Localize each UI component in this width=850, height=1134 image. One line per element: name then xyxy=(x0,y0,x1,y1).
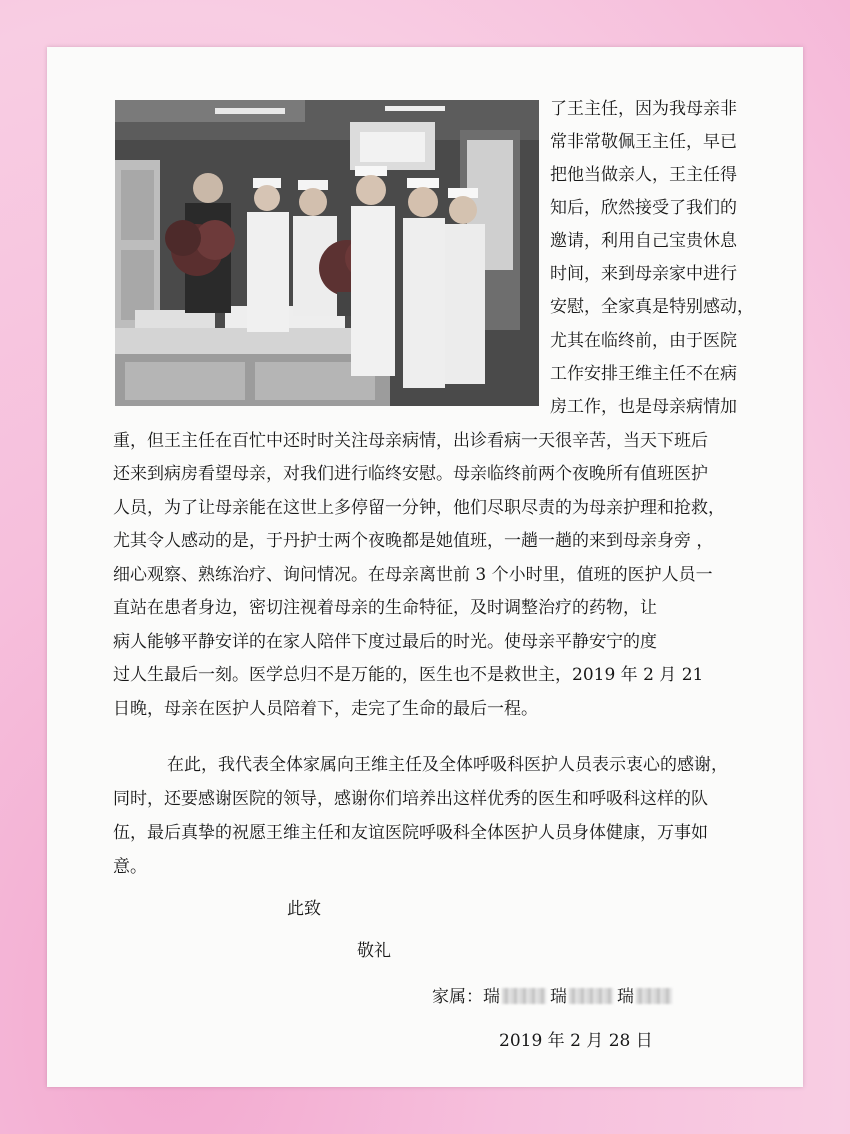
thanks-line: 意。 xyxy=(113,857,147,877)
side-line: 把他当做亲人，王主任得 xyxy=(550,165,737,185)
body-line: 日晚，母亲在医护人员陪着下，走完了生命的最后一程。 xyxy=(113,699,538,719)
thanks-line: 在此，我代表全体家属向王维主任及全体呼吸科医护人员表示衷心的感谢， xyxy=(167,755,728,775)
redacted-name xyxy=(636,988,672,1004)
body-line: 细心观察、熟练治疗、询问情况。在母亲离世前 3 个小时里，值班的医护人员一 xyxy=(113,565,713,585)
side-line: 常非常敬佩王主任，早已 xyxy=(550,132,737,152)
redacted-name xyxy=(569,988,613,1004)
side-line: 知后，欣然接受了我们的 xyxy=(550,198,737,218)
redacted-name xyxy=(502,988,546,1004)
body-line: 重，但王主任在百忙中还时时关注母亲病情，出诊看病一天很辛苦，当天下班后 xyxy=(113,431,708,451)
signature xyxy=(432,987,676,1007)
group-photo xyxy=(115,100,539,406)
side-line: 了王主任，因为我母亲非 xyxy=(550,99,737,119)
letter-date: 2019 年 2 月 28 日 xyxy=(499,1031,653,1051)
body-line: 过人生最后一刻。医学总归不是万能的，医生也不是救世主，2019 年 2 月 21 xyxy=(113,665,704,685)
signature-name: 瑞 xyxy=(483,987,500,1007)
side-line: 工作安排王维主任不在病 xyxy=(550,364,737,384)
salute-text: 敬礼 xyxy=(357,941,391,961)
body-line: 人员，为了让母亲能在这世上多停留一分钟，他们尽职尽责的为母亲护理和抢救， xyxy=(113,498,725,518)
body-line: 直站在患者身边，密切注视着母亲的生命特征，及时调整治疗的药物，让 xyxy=(113,598,657,618)
signature-prefix: 家属： xyxy=(432,987,483,1007)
side-line: 安慰，全家真是特别感动， xyxy=(550,297,754,317)
side-line: 时间，来到母亲家中进行 xyxy=(550,264,737,284)
side-line: 尤其在临终前，由于医院 xyxy=(550,331,737,351)
body-line: 病人能够平静安详的在家人陪伴下度过最后的时光。使母亲平静安宁的度 xyxy=(113,632,657,652)
signature-name: 瑞 xyxy=(617,987,634,1007)
thanks-line: 伍，最后真挚的祝愿王维主任和友谊医院呼吸科全体医护人员身体健康，万事如 xyxy=(113,823,708,843)
side-line: 房工作，也是母亲病情加 xyxy=(550,397,737,417)
body-line: 尤其令人感动的是，于丹护士两个夜晚都是她值班，一趟一趟的来到母亲身旁 ， xyxy=(113,531,714,551)
closing-text: 此致 xyxy=(287,899,321,919)
signature-name: 瑞 xyxy=(550,987,567,1007)
letter-page xyxy=(47,47,803,1087)
body-line: 还来到病房看望母亲，对我们进行临终安慰。母亲临终前两个夜晚所有值班医护 xyxy=(113,464,708,484)
thanks-line: 同时，还要感谢医院的领导，感谢你们培养出这样优秀的医生和呼吸科这样的队 xyxy=(113,789,708,809)
side-line: 邀请，利用自己宝贵休息 xyxy=(550,231,737,251)
group-photo-graphic xyxy=(115,100,539,406)
